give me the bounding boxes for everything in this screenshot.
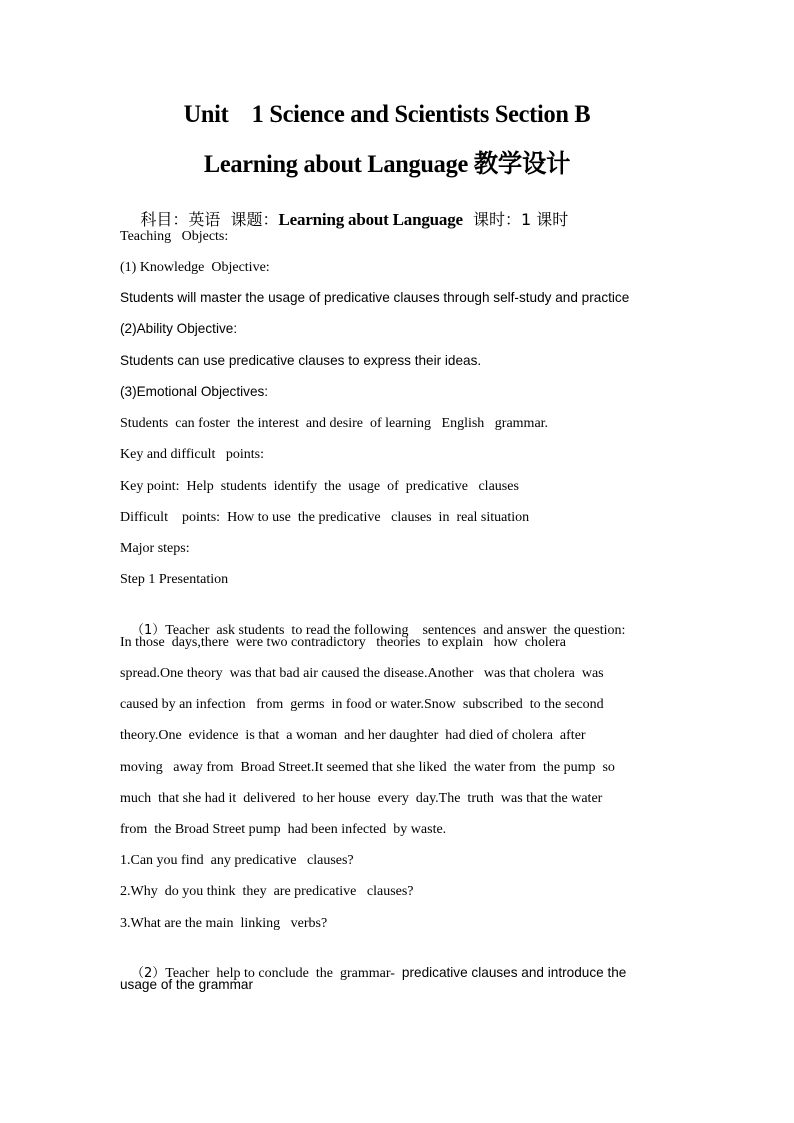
- ability-objective-text: Students can use predicative clauses to express their ideas.: [120, 353, 482, 368]
- teaching-objects-heading: Teaching Objects:: [120, 229, 229, 244]
- question-1: 1.Can you find any predicative clauses?: [120, 853, 354, 868]
- item1-number: （1）: [131, 623, 166, 638]
- major-steps-heading: Major steps:: [120, 541, 190, 556]
- emotional-objective-heading: (3)Emotional Objectives:: [120, 384, 269, 399]
- knowledge-objective-heading: (1) Knowledge Objective:: [120, 260, 270, 275]
- question-2: 2.Why do you think they are predicative clauses?: [120, 884, 414, 899]
- reading-paragraph-line: caused by an infection from germs in food or water.Snow subscribed to the second: [120, 697, 604, 712]
- knowledge-objective-text: Students will master the usage of predicative clauses through self-study and practice: [120, 290, 630, 305]
- document-title-line2: Learning about Language 教学设计: [203, 151, 571, 178]
- key-difficult-heading: Key and difficult points:: [120, 447, 264, 462]
- step1-heading: Step 1 Presentation: [120, 572, 229, 587]
- question-3: 3.What are the main linking verbs?: [120, 916, 328, 931]
- item2-continuation: usage of the grammar: [120, 977, 253, 992]
- reading-paragraph-line: much that she had it delivered to her house every day.The truth was that the water: [120, 791, 603, 806]
- reading-paragraph-line: moving away from Broad Street.It seemed that she liked the water from the pump so: [120, 760, 615, 775]
- lesson-topic: Learning about Language: [278, 210, 463, 229]
- item2-number: （2）: [131, 966, 166, 981]
- difficult-points: Difficult points: How to use the predicative clauses in real situation: [120, 510, 530, 525]
- reading-paragraph-line: theory.One evidence is that a woman and her daughter had died of cholera after: [120, 728, 586, 743]
- lesson-period: 课时：1 课时: [462, 210, 569, 229]
- emotional-objective-text: Students can foster the interest and desire of learning English grammar.: [120, 416, 549, 431]
- document-title-line1: Unit 1 Science and Scientists Section B: [183, 101, 591, 128]
- item1-text: Teacher ask students to read the following sentences and answer the question:: [165, 623, 626, 638]
- reading-paragraph-line: spread.One theory was that bad air caused the disease.Another was that cholera was: [120, 666, 604, 681]
- ability-objective-heading: (2)Ability Objective:: [120, 321, 238, 336]
- subject-label: 科目：英语 课题：: [140, 210, 279, 229]
- key-point: Key point: Help students identify the usage of predicative clauses: [120, 479, 519, 494]
- reading-paragraph-line: from the Broad Street pump had been infected by waste.: [120, 822, 447, 837]
- item2-text-serif: Teacher help to conclude the grammar-: [165, 966, 402, 981]
- item2-text-sans: predicative clauses and introduce the: [401, 965, 627, 980]
- reading-paragraph-line: In those days,there were two contradictory theories to explain how cholera: [120, 635, 566, 650]
